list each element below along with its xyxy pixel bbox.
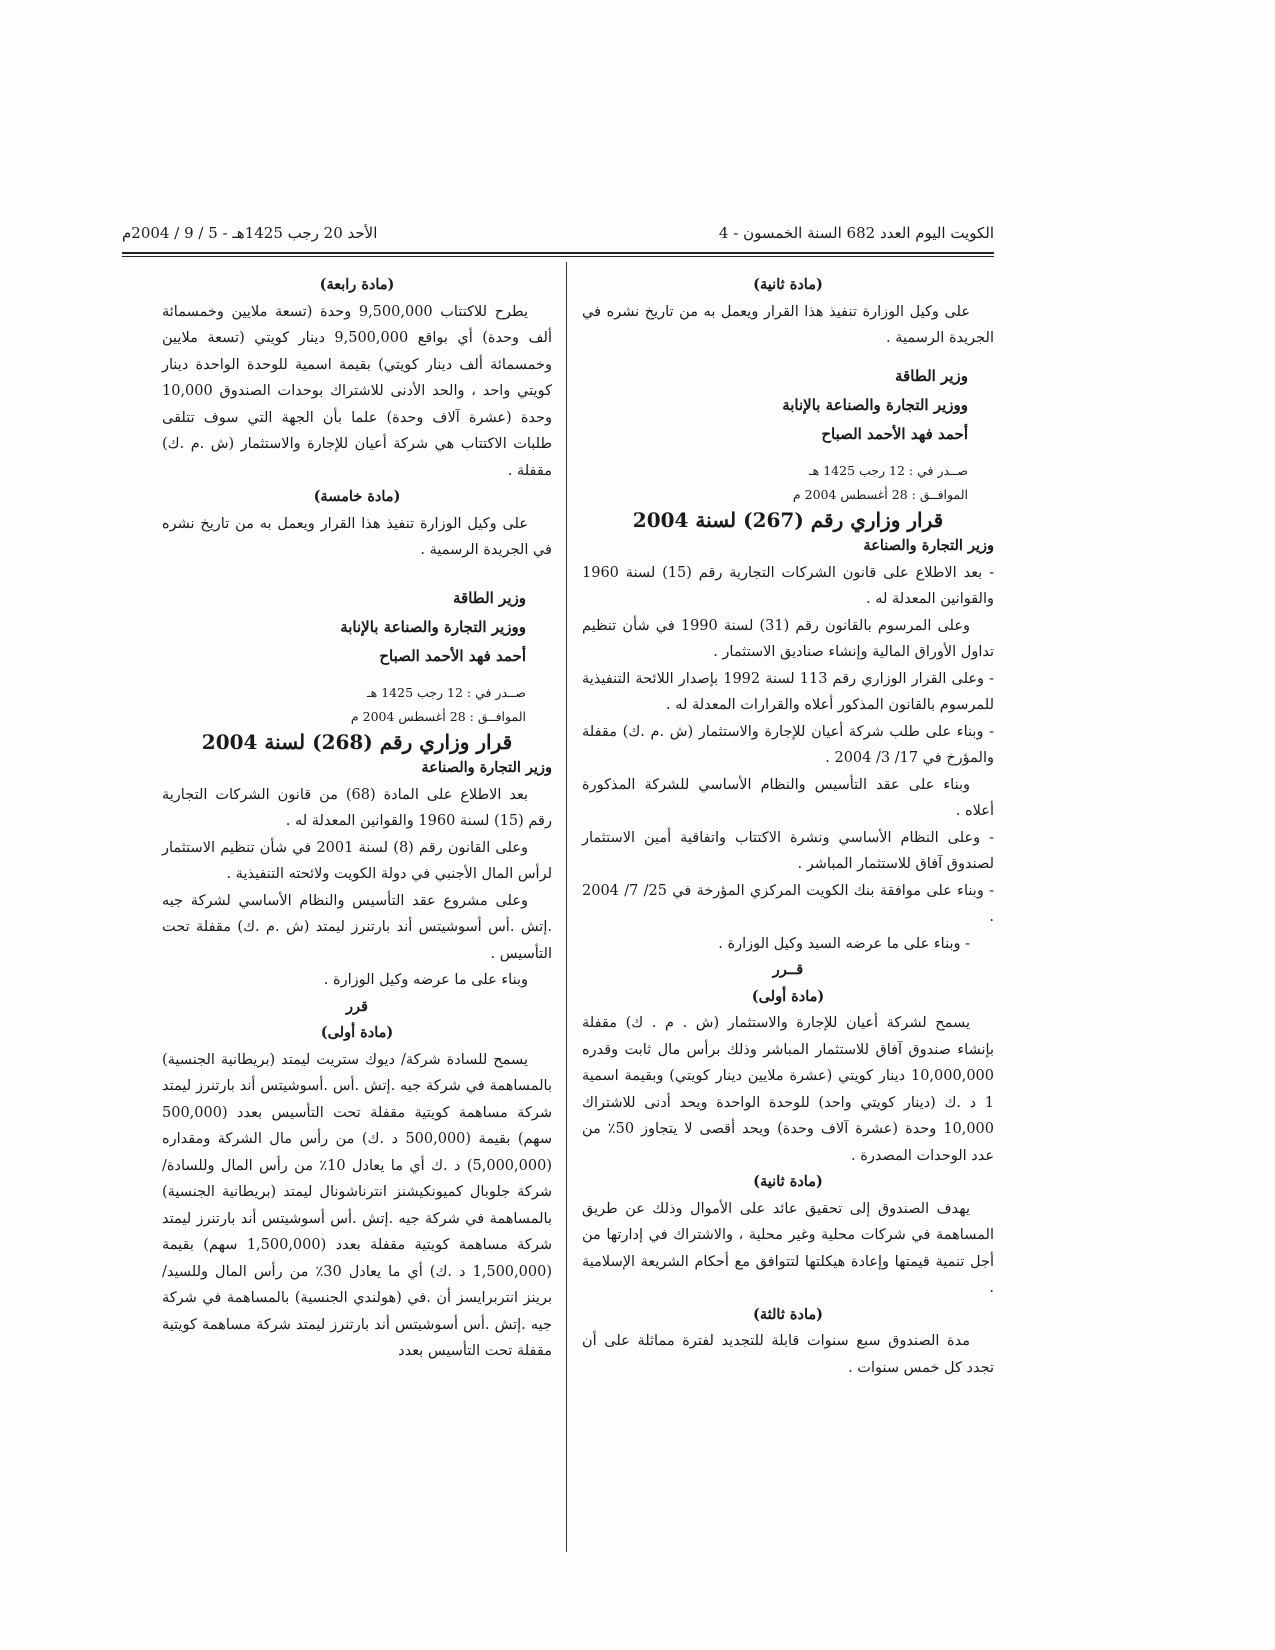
signature-line: وزير الطاقة [895, 366, 968, 385]
article-heading: (مادة خامسة) [313, 488, 401, 505]
preamble-item: - وعلى القرار الوزاري رقم 113 لسنة 1992 بإصدار اللائحة التنفيذية للمرسوم بالقانون المذكور أعلاه والقرارات المعدلة له . [582, 670, 994, 713]
preamble-item: وعلى القانون رقم (8) لسنة 2001 في شأن تنظيم الاستثمار لرأس المال الأجنبي في دولة الكويت ولائحته التنفيذية . [162, 839, 552, 882]
article-text: يسمح لشركة أعيان للإجارة والاستثمار (ش . م . ك) مقفلة بإنشاء صندوق آفاق للاستثمار المباشر وذلك برأس مال ثابت وقدره 10,000,000 دينار كويتي (عشرة ملايين دينار كويتي) وبقيمة اسمية 1 د .ك (دينار كويتي واحد) للوحدة الواحدة ويحد أدنى للاشتراك 10,000 وحدة (عشرة آلاف وحدة) ويحد أقصى لا يتجاوز 50٪ من عدد الوحدات المصدرة . [582, 1015, 995, 1164]
signature-name: أحمد فهد الأحمد الصباح [821, 424, 968, 443]
article-heading: (مادة ثالثة) [752, 1305, 824, 1323]
signature-block [582, 362, 994, 449]
decree-title: قرار وزاري رقم (268) لسنة 2004 [201, 729, 513, 754]
corresponding-date: الموافــق : 28 أغسطس 2004 م [792, 486, 968, 502]
article-text: يهدف الصندوق إلى تحقيق عائد على الأموال وذلك عن طريق المساهمة في شركات محلية وغير محلية ، والاشتراك في إدارتها من أجل تنمية قيمتها وإعادة هيكلتها لتتوافق مع أحكام الشريعة الإسلامية . [582, 1200, 994, 1296]
article-text: على وكيل الوزارة تنفيذ هذا القرار ويعمل به من تاريخ نشره في الجريدة الرسمية . [162, 515, 552, 558]
signature-name: أحمد فهد الأحمد الصباح [379, 646, 526, 665]
article-text: يسمح للسادة شركة/ ديوك ستريت ليمتد (بريطانية الجنسية) بالمساهمة في شركة جيه .إتش .أس .أسوشيتس أند بارتنرز ليمتد شركة مساهمة كويتية مقفلة تحت التأسيس بعدد (500,000 سهم) بقيمة (500,000 د .ك) من رأس مال الشركة ومقداره (5,000,000) د .ك أي ما يعادل 10٪ من رأس المال وللسادة/ شركة جلوبال كميونكيشنز انترناشونال ليمتد (بريطانية الجنسية) بالمساهمة في شركة جيه .إتش .أس أسوشيتس أند بارتنرز ليمتد شركة مساهمة كويتية مقفلة بعدد (1,500,000 سهم) بقيمة (1,500,000 د .ك) أي ما يعادل 30٪ من رأس المال وللسيد/ برينز انتربرايسز أن .في (هولندي الجنسية) بالمساهمة في شركة جيه .إتش .أس أسوشيتس أند بارتنرز ليمتد شركة مساهمة كويتية مقفلة تحت التأسيس بعدد [162, 1051, 552, 1359]
preamble-item: وعلى مشروع عقد التأسيس والنظام الأساسي لشركة جيه .إتش .أس أسوشيتس أند بارتنرز ليمتد (ش .م .ك) مقفلة تحت التأسيس . [162, 892, 552, 962]
article-heading: (مادة ثانية) [753, 276, 823, 293]
signature-line: وزير الطاقة [453, 588, 526, 607]
ministry-heading: وزير التجارة والصناعة [421, 759, 552, 776]
preamble-item: - وبناء على موافقة بنك الكويت المركزي المؤرخة في 25/ 7/ 2004 . [582, 882, 995, 925]
article-heading: (مادة رابعة) [319, 276, 395, 293]
preamble-item: وبناء على ما عرضه وكيل الوزارة . [323, 972, 528, 988]
article-text: مدة الصندوق سبع سنوات قابلة للتجديد لفترة مماثلة على أن تجدد كل خمس سنوات . [582, 1333, 994, 1376]
article-text: على وكيل الوزارة تنفيذ هذا القرار ويعمل به من تاريخ نشره في الجريدة الرسمية . [582, 303, 994, 346]
preamble-item: بعد الاطلاع على المادة (68) من قانون الشركات التجارية رقم (15) لسنة 1960 والقوانين المعدلة له . [162, 786, 552, 829]
article-text: يطرح للاكتتاب 9,500,000 وحدة (تسعة ملايين وخمسمائة ألف وحدة) أي بواقع 9,500,000 دينار كويتي (تسعة ملايين وخمسمائة ألف دينار كويتي) بقيمة اسمية للوحدة الواحدة دينار كويتي واحد ، والحد الأدنى للاشتراك بوحدات الصندوق 10,000 وحدة (عشرة آلاف وحدة) علما بأن الجهة التي سوف تتلقى طلبات الاكتتاب هي شركة أعيان للإجارة والاستثمار (ش .م .ك) مقفلة . [162, 303, 552, 479]
preamble-item: - وبناء على طلب شركة أعيان للإجارة والاستثمار (ش .م .ك) مقفلة والمؤرخ في 17/ 3/ 2004 . [582, 723, 994, 766]
preamble-item: - بعد الاطلاع على قانون الشركات التجارية رقم (15) لسنة 1960 والقوانين المعدلة له . [582, 564, 994, 607]
column-divider [566, 262, 567, 1552]
signature-line: ووزير التجارة والصناعة بالإنابة [340, 617, 526, 636]
article-heading: (مادة ثانية) [753, 1173, 823, 1190]
preamble-item: - وعلى النظام الأساسي ونشرة الاكتتاب واتفاقية أمين الاستثمار لصندوق آفاق للاستثمار المباشر . [582, 829, 994, 872]
article-heading: (مادة أولى) [751, 987, 825, 1005]
signature-line: ووزير التجارة والصناعة بالإنابة [782, 395, 968, 414]
header-issue-info: الكويت اليوم العدد 682 السنة الخمسون - 4 [718, 224, 994, 242]
page-header [122, 224, 994, 250]
corresponding-date: الموافــق : 28 أغسطس 2004 م [350, 708, 526, 724]
ministry-heading: وزير التجارة والصناعة [863, 537, 994, 554]
decided-heading: قــرر [772, 961, 804, 978]
issued-date: صــدر في : 12 رجب 1425 هـ [367, 684, 526, 700]
preamble-item: - وبناء على ما عرضه السيد وكيل الوزارة . [718, 935, 970, 952]
preamble-item: وعلى المرسوم بالقانون رقم (31) لسنة 1990 في شأن تنظيم تداول الأوراق المالية وإنشاء صناديق الاستثمار . [582, 617, 994, 660]
header-rule [122, 252, 994, 254]
decided-heading: قرر [346, 997, 368, 1015]
header-date: الأحد 20 رجب 1425هـ - 5 / 9 / 2004م [122, 224, 378, 242]
left-column [162, 272, 552, 1365]
right-column [582, 272, 994, 1381]
preamble-item: وبناء على عقد التأسيس والنظام الأساسي للشركة المذكورة أعلاه . [582, 776, 994, 819]
article-heading: (مادة أولى) [320, 1024, 394, 1041]
signature-block [162, 584, 552, 671]
issued-date: صــدر في : 12 رجب 1425 هـ [809, 462, 968, 478]
decree-title: قرار وزاري رقم (267) لسنة 2004 [632, 507, 944, 532]
header-rule-thin [122, 256, 994, 257]
